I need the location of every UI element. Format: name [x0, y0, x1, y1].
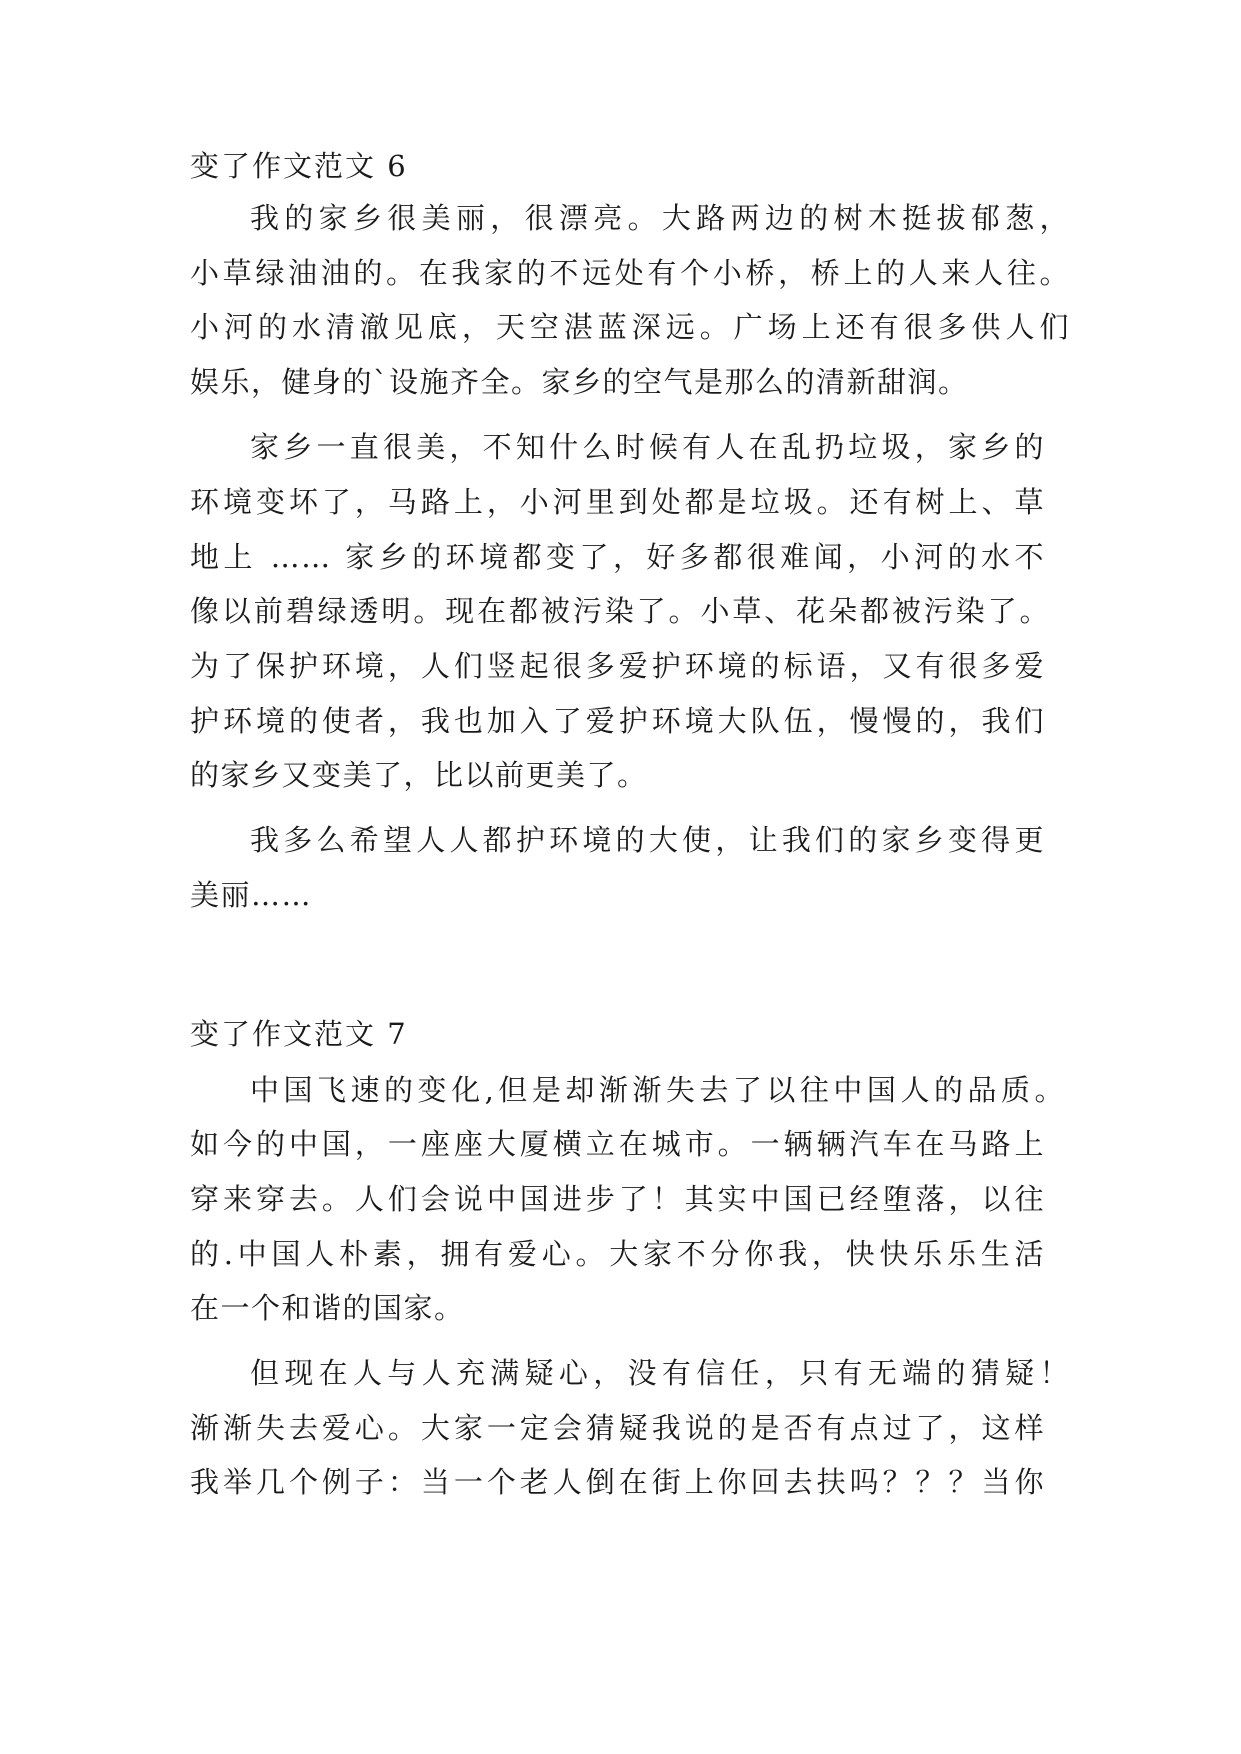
paragraph-line: 地上 …… 家乡的环境都变了，好多都很难闻，小河的水不: [190, 540, 1045, 574]
paragraph-line: 如今的中国，一座座大厦横立在城市。一辆辆汽车在马路上: [190, 1127, 1045, 1161]
paragraph-line: 护环境的使者，我也加入了爱护环境大队伍，慢慢的，我们: [190, 704, 1045, 738]
paragraph-line: 环境变坏了，马路上，小河里到处都是垃圾。还有树上、草: [190, 485, 1045, 519]
paragraph-line: 像以前碧绿透明。现在都被污染了。小草、花朵都被污染了。: [190, 594, 1050, 628]
paragraph-line: 我的家乡很美丽，很漂亮。大路两边的树木挺拔郁葱，: [250, 201, 1070, 235]
section-title: 变了作文范文 7: [190, 1017, 408, 1051]
paragraph-line: 为了保护环境，人们竖起很多爱护环境的标语，又有很多爱: [190, 649, 1045, 683]
paragraph-line: 中国飞速的变化,但是却渐渐失去了以往中国人的品质。: [250, 1073, 1065, 1107]
paragraph-line: 小河的水清澈见底，天空湛蓝深远。广场上还有很多供人们: [190, 310, 1070, 344]
paragraph-line: 我多么希望人人都护环境的大使，让我们的家乡变得更: [250, 823, 1045, 857]
paragraph-line: 家乡一直很美，不知什么时候有人在乱扔垃圾，家乡的: [250, 430, 1045, 464]
paragraph-line: 的家乡又变美了，比以前更美了。: [190, 758, 648, 792]
section-title: 变了作文范文 6: [190, 149, 408, 183]
paragraph-line: 娱乐，健身的`设施齐全。家乡的空气是那么的清新甜润。: [190, 365, 969, 399]
paragraph-line: 我举几个例子：当一个老人倒在街上你回去扶吗？？？当你: [190, 1465, 1045, 1499]
paragraph-line: 穿来穿去。人们会说中国进步了！其实中国已经堕落，以往: [190, 1182, 1045, 1216]
paragraph-line: 美丽……: [190, 878, 313, 912]
paragraph-line: 在一个和谐的国家。: [190, 1291, 465, 1325]
paragraph-line: 小草绿油油的。在我家的不远处有个小桥，桥上的人来人往。: [190, 256, 1070, 290]
paragraph-line: 的.中国人朴素，拥有爱心。大家不分你我，快快乐乐生活: [190, 1237, 1045, 1271]
paragraph-line: 渐渐失去爱心。大家一定会猜疑我说的是否有点过了，这样: [190, 1411, 1045, 1445]
paragraph-line: 但现在人与人充满疑心，没有信任，只有无端的猜疑！: [250, 1356, 1070, 1390]
